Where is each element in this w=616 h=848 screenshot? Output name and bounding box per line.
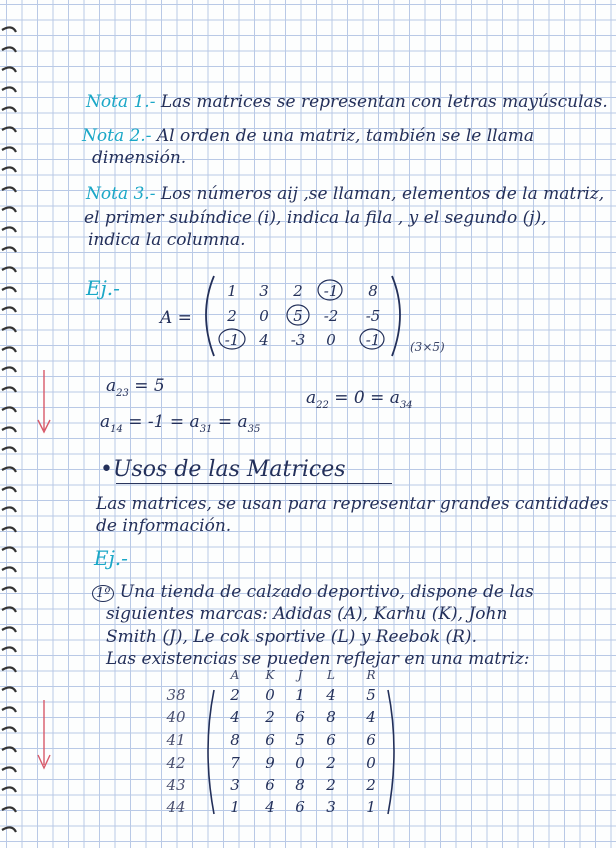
inventory-cell: 6: [366, 731, 376, 749]
inventory-cell: 7: [230, 754, 240, 772]
inventory-cell: 2: [265, 708, 275, 726]
inventory-cell: 3: [326, 798, 336, 816]
eq2-a: a: [306, 388, 317, 408]
eq3-sub2: 31: [199, 424, 213, 435]
inventory-cell: 2: [326, 754, 336, 772]
eq3-sub: 14: [110, 424, 123, 435]
inventory-row-label: 44: [166, 798, 186, 816]
matrix-a-cell: 0: [326, 331, 336, 349]
section-title: •Usos de las Matrices: [100, 457, 346, 482]
inventory-row-label: 41: [166, 731, 186, 749]
inventory-cell: 9: [265, 754, 275, 772]
note-2-cont: dimensión.: [92, 148, 187, 168]
inventory-cell: 6: [265, 776, 275, 794]
note-1: [86, 92, 608, 112]
example-2-text-1: Una tienda de calzado deportivo, dispone de las: [119, 582, 534, 602]
note-1-text: Las matrices se representan con letras mayúsculas.: [160, 92, 608, 112]
inventory-cell: 6: [265, 731, 275, 749]
inventory-cell: 5: [295, 731, 305, 749]
inventory-column-label: K: [265, 668, 275, 682]
equation-a14: [100, 412, 260, 440]
inventory-cell: 8: [295, 776, 305, 794]
section-title-underline: [116, 483, 392, 484]
inventory-cell: 4: [265, 798, 275, 816]
eq2-sub2: 34: [399, 400, 413, 411]
eq3-mid2: = a: [217, 412, 248, 432]
matrix-a-cell: 0: [259, 307, 269, 325]
section-text-1: Las matrices, se usan para representar grandes cantidades: [96, 494, 609, 514]
matrix-a-cell: 1: [227, 282, 237, 300]
inventory-row-label: 42: [166, 754, 186, 772]
example-1-label: Ej.-: [86, 276, 120, 300]
inventory-cell: 0: [295, 754, 305, 772]
inventory-column-label: J: [297, 668, 303, 682]
inventory-cell: 6: [295, 798, 305, 816]
matrix-a-cell: 2: [227, 307, 237, 325]
inventory-cell: 0: [366, 754, 376, 772]
matrix-a-name: A =: [160, 308, 192, 328]
matrix-a-cell: -1: [365, 331, 381, 349]
inventory-row-label: 38: [166, 686, 186, 704]
note-2-text: Al orden de una matriz, también se le llama: [156, 126, 535, 146]
note-3-cont2: indica la columna.: [88, 230, 246, 250]
inventory-cell: 6: [326, 731, 336, 749]
matrix-a-cell: -5: [365, 307, 381, 325]
eq3-mid: = -1 = a: [128, 412, 200, 432]
eq2-rest: = 0 = a: [334, 388, 400, 408]
eq1-val: = 5: [134, 376, 165, 396]
example-2-number: 1º: [92, 585, 114, 602]
eq3-sub3: 35: [247, 424, 261, 435]
inventory-cell: 4: [366, 708, 376, 726]
matrix-a-cell: 2: [293, 282, 303, 300]
inventory-row-label: 40: [166, 708, 186, 726]
inventory-cell: 3: [230, 776, 240, 794]
matrix-a-cell: 5: [293, 307, 303, 325]
note-2-label: Nota 2.-: [82, 126, 152, 146]
inventory-cell: 5: [366, 686, 376, 704]
section-text-2: de información.: [96, 516, 232, 536]
inventory-cell: 1: [295, 686, 305, 704]
example-2-label: Ej.-: [94, 546, 128, 570]
inventory-cell: 2: [230, 686, 240, 704]
inventory-cell: 1: [366, 798, 376, 816]
inventory-column-label: L: [327, 668, 335, 682]
inventory-cell: 2: [366, 776, 376, 794]
matrix-a-cell: 8: [368, 282, 378, 300]
example-2-line-1: [92, 582, 534, 604]
eq3-a: a: [100, 412, 111, 432]
note-2: [82, 126, 534, 146]
matrix-a-cell: 4: [259, 331, 269, 349]
example-2-line-3: Smith (J), Le cok sportive (L) y Reebok (R).: [106, 627, 477, 647]
margin-arrows-icon: [30, 340, 60, 780]
matrix-a-cell: -1: [323, 282, 339, 300]
example-2-line-4: Las existencias se pueden reflejar en una matriz:: [106, 649, 530, 669]
matrix-a-cell: -3: [290, 331, 306, 349]
eq1-sub: 23: [116, 388, 129, 399]
inventory-cell: 0: [265, 686, 275, 704]
inventory-cell: 4: [230, 708, 240, 726]
note-3-text: Los números aij ,se llaman, elementos de la matriz,: [160, 184, 605, 204]
inventory-cell: 8: [230, 731, 240, 749]
spiral-binding: [0, 0, 30, 848]
example-2-line-2: siguientes marcas: Adidas (A), Karhu (K), John: [106, 604, 508, 624]
matrix-a-cell: -1: [224, 331, 240, 349]
note-3: [86, 184, 604, 204]
note-3-label: Nota 3.-: [86, 184, 156, 204]
eq1-a: a: [106, 376, 117, 396]
equation-a22: [306, 388, 413, 416]
inventory-column-label: R: [366, 668, 376, 682]
inventory-row-label: 43: [166, 776, 186, 794]
inventory-cell: 8: [326, 708, 336, 726]
matrix-a-cell: -2: [323, 307, 339, 325]
inventory-cell: 4: [326, 686, 336, 704]
eq2-sub: 22: [316, 400, 329, 411]
note-1-label: Nota 1.-: [86, 92, 156, 112]
matrix-a-order: (3×5): [410, 340, 445, 354]
inventory-cell: 2: [326, 776, 336, 794]
equation-a23: [106, 376, 165, 404]
matrix-a-cell: 3: [259, 282, 269, 300]
note-3-cont: el primer subíndice (i), indica la fila , y el segundo (j),: [84, 208, 547, 228]
inventory-column-label: A: [230, 668, 240, 682]
inventory-cell: 6: [295, 708, 305, 726]
inventory-cell: 1: [230, 798, 240, 816]
